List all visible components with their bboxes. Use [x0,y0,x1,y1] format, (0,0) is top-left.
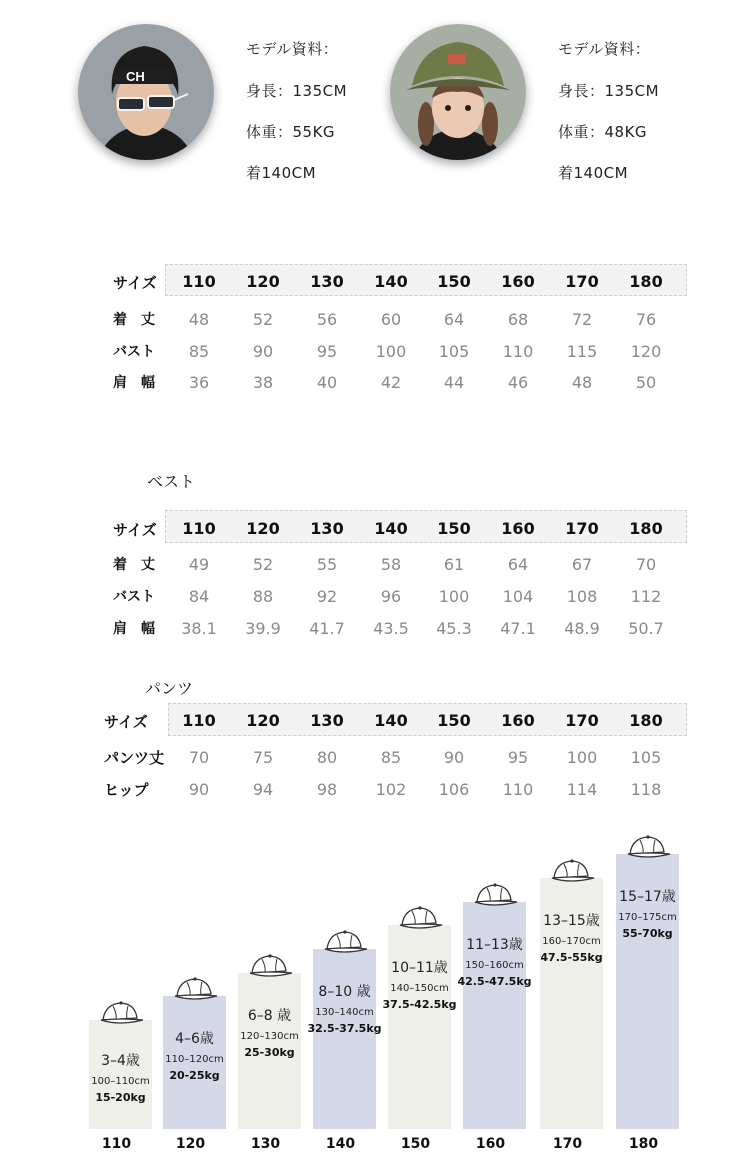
table-cell: 100 [566,748,598,767]
table-cell: 60 [380,310,402,329]
cap-icon [548,856,596,890]
table-cell: 85 [380,748,402,767]
size-axis-label: 110 [101,1136,132,1152]
table-cell: 80 [316,748,338,767]
size-axis-label: 130 [250,1136,281,1152]
table-cell: 85 [188,342,210,361]
size-header-cell: 130 [310,711,344,730]
table-cell: 55 [316,555,338,574]
table-cell: 52 [252,310,274,329]
cap-icon [246,951,294,985]
cap-icon [396,903,444,937]
bar-height-label: 150–160cm [465,960,524,971]
size-header-cell: 160 [501,711,535,730]
size-header-cell: 180 [629,711,663,730]
row-label: パンツ丈 [104,749,165,767]
size-bar [388,925,451,1129]
size-header-cell: 120 [246,272,280,291]
size-axis-label: 180 [628,1136,659,1152]
bar-height-label: 160–170cm [542,936,601,947]
model-1-height: 身長：135CM [246,82,348,100]
table-cell: 49 [188,555,210,574]
table-cell: 106 [438,780,470,799]
bar-height-label: 100–110cm [91,1076,150,1087]
cap-icon [624,832,672,866]
cap-icon [321,927,369,961]
bar-height-label: 120–130cm [240,1031,299,1042]
table-cell: 100 [375,342,407,361]
row-label: 着 丈 [113,557,155,573]
table-cell: 42 [380,373,402,392]
bar-age-label: 15–17歳 [619,889,676,905]
bar-age-label: 6–8 歳 [247,1008,292,1024]
table-cell: 75 [252,748,274,767]
size-header-cell: 160 [501,519,535,538]
size-header-cell: 140 [374,519,408,538]
cap-icon [471,880,519,914]
table3-size-label: サイズ [104,713,148,731]
table-cell: 115 [566,342,598,361]
model-photo-girl [390,24,526,160]
table-cell: 120 [630,342,662,361]
table-cell: 39.9 [245,619,281,638]
vest-section-title: ベスト [147,472,196,491]
table-cell: 92 [316,587,338,606]
size-header-cell: 170 [565,711,599,730]
bar-weight-label: 55-70kg [622,927,673,940]
size-header-cell: 120 [246,519,280,538]
model-2-weight: 体重：48KG [558,123,648,141]
table-cell: 40 [316,373,338,392]
table-cell: 118 [630,780,662,799]
bar-weight-label: 37.5-42.5kg [382,998,457,1011]
size-bar [313,949,376,1129]
headband-text: CH [126,69,145,84]
table-cell: 95 [316,342,338,361]
bar-age-label: 13–15歳 [543,913,600,929]
row-label: ヒップ [104,781,149,799]
table-cell: 112 [630,587,662,606]
table-cell: 47.1 [500,619,536,638]
model-2-height: 身長：135CM [558,82,660,100]
table-cell: 102 [375,780,407,799]
model-1-wearing: 着140CM [246,164,317,182]
table-cell: 108 [566,587,598,606]
table1-size-label: サイズ [113,274,157,292]
table-cell: 90 [443,748,465,767]
table-cell: 48 [188,310,210,329]
table-cell: 90 [252,342,274,361]
table-cell: 114 [566,780,598,799]
row-label: バスト [113,589,155,605]
size-header-cell: 110 [182,711,216,730]
table-cell: 84 [188,587,210,606]
size-axis-label: 120 [175,1136,206,1152]
table-cell: 110 [502,342,534,361]
bar-age-label: 11–13歳 [466,937,523,953]
table-cell: 104 [502,587,534,606]
table-cell: 36 [188,373,210,392]
bar-height-label: 130–140cm [315,1007,374,1018]
row-label: バスト [113,344,155,360]
bar-height-label: 110–120cm [165,1054,224,1065]
table-cell: 98 [316,780,338,799]
table-cell: 48 [571,373,593,392]
model-photo-boy [78,24,214,160]
table-cell: 52 [252,555,274,574]
row-label: 肩 幅 [113,375,155,391]
table-cell: 88 [252,587,274,606]
size-header-cell: 150 [437,272,471,291]
table-cell: 50.7 [628,619,664,638]
bar-weight-label: 20-25kg [169,1069,220,1082]
table-cell: 46 [507,373,529,392]
table-cell: 58 [380,555,402,574]
table-cell: 38.1 [181,619,217,638]
table-cell: 105 [630,748,662,767]
table-cell: 105 [438,342,470,361]
row-label: 肩 幅 [113,621,155,637]
size-header-cell: 150 [437,711,471,730]
size-header-cell: 140 [374,711,408,730]
pants-section-title: パンツ [145,679,194,698]
table-cell: 90 [188,780,210,799]
table-cell: 70 [635,555,657,574]
size-header-cell: 130 [310,519,344,538]
bar-age-label: 10–11歳 [391,960,448,976]
table-cell: 70 [188,748,210,767]
table2-size-label: サイズ [113,521,157,539]
table-cell: 94 [252,780,274,799]
bar-weight-label: 15-20kg [95,1091,146,1104]
size-header-cell: 180 [629,272,663,291]
size-axis-label: 170 [552,1136,583,1152]
size-header-cell: 170 [565,519,599,538]
size-header-cell: 170 [565,272,599,291]
table-cell: 50 [635,373,657,392]
bar-height-label: 170–175cm [618,912,677,923]
model-1-weight: 体重：55KG [246,123,336,141]
bar-weight-label: 25-30kg [244,1046,295,1059]
size-axis-label: 150 [400,1136,431,1152]
size-header-cell: 120 [246,711,280,730]
table-cell: 64 [507,555,529,574]
table-cell: 95 [507,748,529,767]
size-header-cell: 140 [374,272,408,291]
table-cell: 100 [438,587,470,606]
size-header-cell: 150 [437,519,471,538]
table-cell: 76 [635,310,657,329]
model-2-wearing: 着140CM [558,164,629,182]
row-label: 着 丈 [113,312,155,328]
bar-weight-label: 42.5-47.5kg [457,975,532,988]
size-header-cell: 130 [310,272,344,291]
cap-icon [97,998,145,1032]
bar-age-label: 4–6歳 [175,1031,214,1047]
size-header-cell: 160 [501,272,535,291]
size-header-cell: 110 [182,519,216,538]
bar-height-label: 140–150cm [390,983,449,994]
table-cell: 44 [443,373,465,392]
table-cell: 72 [571,310,593,329]
table-cell: 56 [316,310,338,329]
bar-weight-label: 47.5-55kg [540,951,603,964]
table-cell: 96 [380,587,402,606]
table-cell: 45.3 [436,619,472,638]
table-cell: 68 [507,310,529,329]
table-cell: 38 [252,373,274,392]
model-2-heading: モデル資料： [558,40,651,58]
size-header-cell: 180 [629,519,663,538]
size-bar [89,1020,152,1129]
size-axis-label: 160 [475,1136,506,1152]
model-1-heading: モデル資料： [246,40,339,58]
cap-icon [171,974,219,1008]
table-cell: 43.5 [373,619,409,638]
table-cell: 48.9 [564,619,600,638]
size-header-cell: 110 [182,272,216,291]
table-cell: 110 [502,780,534,799]
bar-age-label: 8–10 歳 [318,984,371,1000]
table-cell: 67 [571,555,593,574]
size-axis-label: 140 [325,1136,356,1152]
bar-weight-label: 32.5-37.5kg [307,1022,382,1035]
table-cell: 41.7 [309,619,345,638]
table-cell: 61 [443,555,465,574]
table-cell: 64 [443,310,465,329]
bar-age-label: 3–4歳 [101,1053,140,1069]
